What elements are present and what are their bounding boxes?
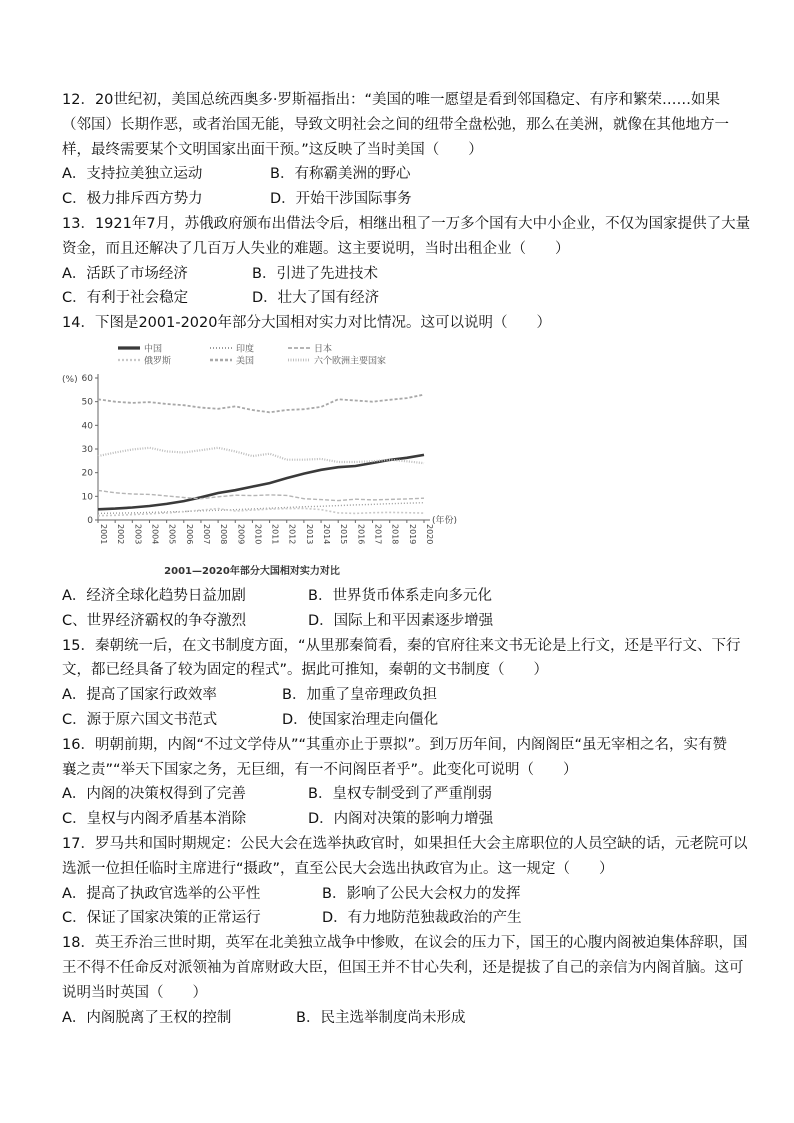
x-tick-label: 2015	[339, 524, 349, 545]
question-17-options-row-1	[62, 882, 732, 907]
x-tick-label: 2001	[99, 524, 108, 545]
question-14-option-a: A．经济全球化趋势日益加剧	[62, 587, 246, 604]
question-17-option-c: C．保证了国家决策的正常运行	[62, 910, 261, 927]
question-15	[62, 634, 741, 733]
question-18-options-row-1	[62, 1006, 732, 1031]
x-tick-label: 2002	[116, 524, 126, 545]
question-15-stem-line-1: 15．秦朝统一后，在文书制度方面，“从里那秦简看，秦的官府往来文书无论是上行文，还是平行文、下行	[62, 637, 741, 654]
x-tick-label: 2004	[150, 524, 160, 545]
question-15-option-c: C．源于原六国文书范式	[62, 711, 218, 728]
x-tick-label: 2016	[356, 524, 366, 545]
relative-power-chart	[62, 338, 458, 580]
x-tick-label: 2003	[133, 524, 143, 545]
question-17-option-d: D．有力地防范独裁政治的产生	[322, 910, 522, 927]
question-13-option-a: A．活跃了市场经济	[62, 265, 188, 282]
question-12-option-b: B．有称霸美洲的野心	[270, 166, 411, 183]
question-16-options-row-1	[62, 782, 732, 807]
question-14-options-row-2	[62, 609, 732, 634]
question-15-options-row-1	[62, 683, 732, 708]
question-16-option-c: C．皇权与内阁矛盾基本消除	[62, 811, 247, 828]
y-tick-label: 20	[81, 468, 93, 479]
question-16-option-a: A．内阁的决策权得到了完善	[62, 786, 246, 803]
relative-power-chart-svg	[62, 338, 458, 580]
x-tick-label: 2011	[270, 524, 280, 545]
y-tick-label: 40	[81, 421, 93, 432]
question-14-stem-line-1: 14．下图是2001-2020年部分大国相对实力对比情况。这可以说明（ ）	[62, 315, 551, 332]
x-tick-label: 2008	[219, 524, 229, 545]
x-tick-label: 2009	[236, 524, 246, 545]
question-14-option-d: D．国际上和平因素逐步增强	[308, 612, 494, 629]
x-tick-label: 2013	[304, 524, 314, 545]
legend-label: 俄罗斯	[144, 356, 172, 367]
x-tick-label: 2010	[253, 524, 263, 545]
question-12-option-c: C．极力排斥西方势力	[62, 191, 203, 208]
legend-label: 日本	[314, 344, 333, 355]
question-15-option-d: D．使国家治理走向僵化	[282, 711, 439, 728]
question-15-options-row-2	[62, 708, 732, 733]
question-18-option-a: A．内阁脱离了王权的控制	[62, 1009, 232, 1026]
x-tick-label: 2014	[322, 524, 332, 545]
question-12	[62, 88, 732, 212]
legend-label: 美国	[236, 356, 255, 367]
series-line-2	[98, 490, 424, 500]
question-16-stem-line-2: 襄之责”“举天下国家之务，无巨细，有一不问阁臣者乎”。此变化可说明（ ）	[62, 761, 578, 778]
series-line-4	[98, 395, 424, 413]
question-13-stem-line-1: 13．1921年7月，苏俄政府颁布出借法令后，相继出租了一万多个国有大中小企业，不仅为国家提供了大量	[62, 215, 751, 232]
question-12-option-d: D．开始干涉国际事务	[270, 191, 412, 208]
question-12-option-a: A．支持拉美独立运动	[62, 166, 203, 183]
question-16-option-d: D．内阁对决策的影响力增强	[308, 811, 494, 828]
question-18-option-b: B．民主选举制度尚未形成	[296, 1009, 466, 1026]
question-18	[62, 931, 748, 1030]
question-17-stem-line-2: 选派一位担任临时主席进行“摄政”，直至公民大会选出执政官为止。这一规定（ ）	[62, 860, 614, 877]
question-12-stem-line-1: 12．20世纪初，美国总统西奥多·罗斯福指出：“美国的唯一愿望是看到邻国稳定、有序和繁荣……如果	[62, 92, 721, 108]
y-tick-label: 30	[81, 445, 93, 455]
question-16	[62, 733, 732, 832]
chart-title: 2001—2020年部分大国相对实力对比	[164, 566, 340, 577]
series-line-5	[98, 448, 424, 463]
question-18-stem-line-2: 王不得不任命反对派领袖为首席财政大臣，但国王并不甘心失利，还是提拔了自己的亲信为内阁首脑。这可	[62, 959, 744, 976]
question-17-option-b: B．影响了公民大会权力的发挥	[322, 885, 521, 902]
question-16-options-row-2	[62, 807, 732, 832]
series-line-1	[98, 503, 424, 514]
x-tick-label: 2012	[287, 524, 297, 545]
question-17-stem-line-1: 17．罗马共和国时期规定：公民大会在选举执政官时，如果担任大会主席职位的人员空缺的话，元老院可以	[62, 835, 748, 852]
x-tick-label: 2018	[390, 524, 400, 545]
y-tick-label: 10	[81, 492, 93, 503]
legend-label: 六个欧洲主要国家	[314, 356, 387, 367]
x-axis-label: (年份)	[432, 516, 458, 526]
question-12-stem-line-2: （邻国）长期作恶，或者治国无能，导致文明社会之间的纽带全盘松弛，那么在美洲，就像在其他地方一	[62, 116, 729, 133]
question-15-option-a: A．提高了国家行政效率	[62, 687, 217, 704]
x-tick-label: 2007	[201, 524, 211, 545]
question-18-stem-line-1: 18．英王乔治三世时期，英军在北美独立战争中惨败，在议会的压力下，国王的心腹内阁被迫集体辞职，国	[62, 935, 748, 952]
y-tick-label: 50	[81, 397, 93, 408]
series-line-0	[98, 455, 424, 509]
question-13-stem-line-2: 资金，而且还解决了几百万人失业的难题。这主要说明，当时出租企业（ ）	[62, 240, 570, 257]
x-tick-label: 2005	[167, 524, 177, 545]
question-16-stem-line-1: 16．明朝前期，内阁“不过文学侍从”“其重亦止于票拟”。到万历年间，内阁阁臣“虽无宰相之名，实有赞	[62, 736, 728, 753]
question-12-options-row-2	[62, 187, 732, 212]
question-13-option-d: D．壮大了国有经济	[252, 290, 380, 307]
x-tick-label: 2019	[407, 524, 417, 545]
question-13	[62, 212, 751, 311]
question-15-stem-line-2: 文，都已经具备了较为固定的程式”。据此可推知，秦朝的文书制度（ ）	[62, 662, 549, 679]
question-13-option-c: C．有利于社会稳定	[62, 290, 189, 307]
question-17-option-a: A．提高了执政官选举的公平性	[62, 885, 261, 902]
question-17-options-row-2	[62, 906, 732, 931]
y-axis-label: (%)	[62, 375, 78, 385]
question-14-option-b: B．世界货币体系走向多元化	[308, 587, 492, 604]
question-12-stem-line-3: 样，最终需要某个文明国家出面干预。”这反映了当时美国（ ）	[62, 141, 483, 158]
y-tick-label: 0	[87, 516, 93, 526]
x-tick-label: 2020	[425, 524, 434, 545]
x-tick-label: 2006	[184, 524, 194, 545]
question-14-option-c: C、世界经济霸权的争夺激烈	[62, 612, 247, 629]
question-13-options-row-1	[62, 262, 732, 287]
question-18-stem-line-3: 说明当时英国（ ）	[62, 984, 207, 1001]
question-17	[62, 832, 748, 931]
question-12-options-row-1	[62, 162, 732, 187]
question-14-options-row-1	[62, 584, 732, 609]
question-13-options-row-2	[62, 286, 732, 311]
y-tick-label: 60	[81, 374, 93, 384]
legend-label: 中国	[144, 344, 163, 355]
question-13-option-b: B．引进了先进技术	[252, 265, 378, 282]
legend-label: 印度	[236, 344, 255, 355]
x-tick-label: 2017	[373, 524, 383, 545]
question-16-option-b: B．皇权专制受到了严重削弱	[308, 786, 492, 803]
question-15-option-b: B．加重了皇帝理政负担	[282, 687, 437, 704]
